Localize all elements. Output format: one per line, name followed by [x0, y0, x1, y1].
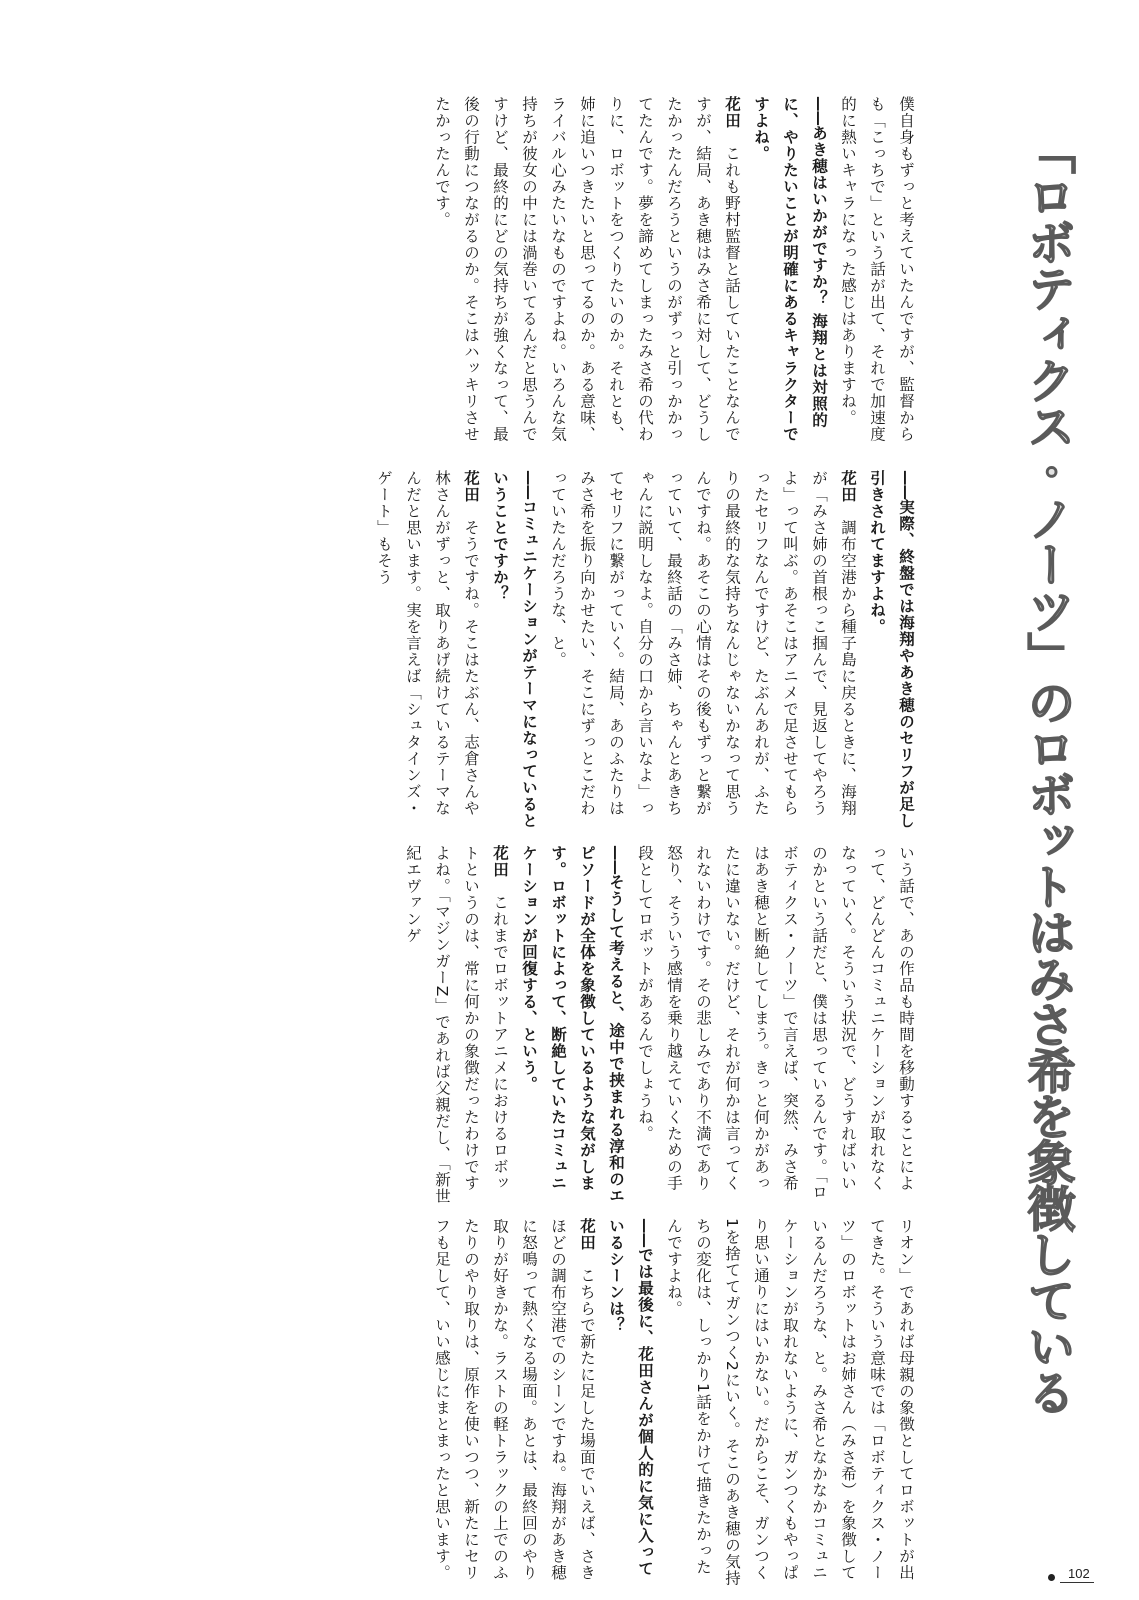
text-tier-2: [140, 470, 920, 830]
body-paragraph: [630, 845, 920, 1205]
speaker-name: 花田: [491, 845, 509, 878]
question-dash: ——: [897, 470, 915, 499]
body-paragraph: [659, 1218, 920, 1588]
question-dash: ——: [607, 845, 625, 874]
interview-question: [514, 845, 630, 1205]
answer-text: これまでロボットアニメにおけるロボットというのは、常に何かの象徴だったわけですよね。「マジンガーZ」であれば父親だし、「新世紀エヴァンゲ: [404, 845, 509, 1205]
question-dash: ——: [520, 470, 538, 499]
question-text: コミュニケーションがテーマになっているということですか？: [491, 470, 538, 829]
interview-answer: [543, 470, 862, 830]
interview-answer: [398, 845, 514, 1205]
paragraph-text: 僕自身もずっと考えていたんですが、監督からも「こっちで」という話が出て、それで加速度的に熱いキャラになった感じはありますね。: [839, 96, 915, 443]
paragraph-text: いう話で、あの作品も時間を移動することによって、どんどんコミュニケーションが取れなくなっていく。そういう状況で、どうすればいいのかという話だと、僕は思っているんです。「ロボティクス・ノーツ」で言えば、突然、みさ希はあき穂と断絶してしまう。きっと何かがあったに違いない。だけど、それが何かは言ってくれないわけです。その悲しみであり不満であり怒り、そういう感情を乗り越えていくための手段としてロボットがあるんでしょうね。: [636, 845, 915, 1201]
answer-text: これも野村監督と話していたことなんですが、結局、あき穂はみさ希に対して、どうしたかったんだろうというのがずっと引っかかってたんです。夢を諦めてしまったみさ希の代わりに、ロボットをつくりたいのか。それとも、姉に追いつきたいと思ってるのか。ある意味、ライバル心みたいなものですよね。いろんな気持ちが彼女の中には渦巻いてるんだと思うんですけど、最終的にどの気持ちが強くなって、最後の行動につながるのか。そこはハッキリさせたかったんです。: [433, 96, 741, 443]
text-tier-3: [130, 845, 920, 1205]
interview-question: [485, 470, 543, 830]
interview-answer: [369, 470, 485, 830]
body-paragraph: [833, 96, 920, 456]
interview-answer: [427, 1218, 601, 1588]
question-text: そうして考えると、途中で挟まれる淳和のエピソードが全体を象徴しているような気がします。ロボットによって、断絶していたコミュニケーションが回復する、という。: [520, 845, 625, 1204]
speaker-name: 花田: [462, 470, 480, 503]
interview-answer: [427, 96, 746, 456]
speaker-name: 花田: [723, 96, 741, 129]
speaker-name: 花田: [578, 1218, 596, 1251]
answer-text: こちらで新たに足した場面でいえば、さきほどの調布空港でのシーンですね。海翔があき穂に怒鳴って熱くなる場面。あとは、最終回のやり取りが好きかな。ラストの軽トラックの上でのふたりのやり取りは、原作を使いつつ、新たにセリフも足して、いい感じにまとまったと思います。: [433, 1218, 596, 1581]
page-number: 102: [1060, 1566, 1094, 1583]
page-number-dot-icon: [1048, 1574, 1055, 1581]
article-headline: 「ロボティクス・ノーツ」のロボットはみさ希を象徴している: [1019, 126, 1076, 1414]
paragraph-text: リオン」であれば母親の象徴としてロボットが出てきた。そういう意味では「ロボティクス・ノーツ」のロボットはお姉さん（みさ希）を象徴しているんだろうな、と。みさ希となかなかコミュニケーションが取れないように、ガンつくもやっぱり思い通りにはいかない。だからこそ、ガンつく1を捨ててガンつく2にいく。そこのあき穂の気持ちの変化は、しっかり1話をかけて描きたかったんですよね。: [665, 1218, 915, 1587]
question-dash: ——: [636, 1218, 654, 1247]
question-dash: ——: [810, 96, 828, 125]
answer-text: 調布空港から種子島に戻るときに、海翔が「みさ姉の首根っこ掴んで、見返してやろうよ」って叫ぶ。あそこはアニメで足させてもらったセリフなんですけど、たぶんあれが、ふたりの最終的な気持ちなんじゃないかなって思うんですね。あそこの心情はその後もずっと繋がっていて、最終話の「みさ姉、ちゃんとあきちゃんに説明しなよ。自分の口から言いなよ」ってセリフに繋がっていく。結局、あのふたりはみさ希を振り向かせたい、そこにずっとこだわっていたんだろうな、と。: [549, 470, 857, 817]
question-text: あき穂はいかがですか？ 海翔とは対照的に、やりたいことが明確にあるキャラクターですよね。: [752, 96, 828, 443]
interview-question: [746, 96, 833, 456]
question-text: 実際、終盤では海翔やあき穂のセリフが足し引きされてますよね。: [868, 470, 915, 829]
answer-text: そうですね。そこはたぶん、志倉さんや林さんがずっと、取りあげ続けているテーマなんだと思います。実を言えば「シュタインズ・ゲート」もそう: [375, 470, 480, 817]
interview-question: [862, 470, 920, 830]
text-tier-4: [135, 1218, 920, 1588]
text-tier-1: [155, 96, 920, 456]
interview-question: [601, 1218, 659, 1588]
question-text: では最後に、花田さんが個人的に気に入っているシーンは？: [607, 1218, 654, 1577]
speaker-name: 花田: [839, 470, 857, 503]
